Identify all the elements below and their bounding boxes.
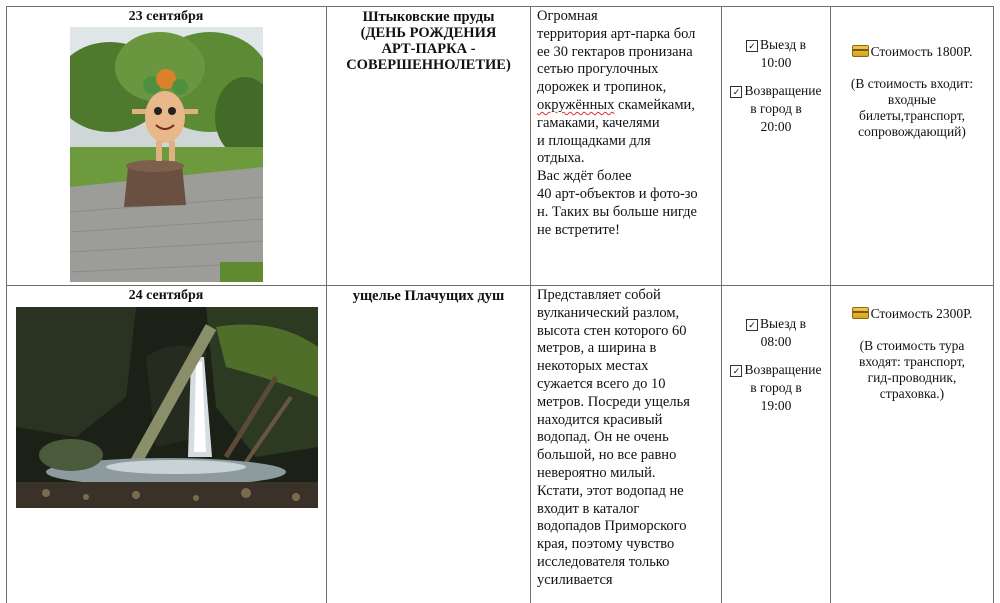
checkbox-checked-icon: ✓ <box>746 319 758 331</box>
art-park-mascot-photo <box>70 27 263 282</box>
column-divider <box>530 6 531 603</box>
column-divider <box>326 6 327 603</box>
checkbox-checked-icon: ✓ <box>730 365 742 377</box>
row-price: Стоимость 1800Р. (В стоимость входит: входные билеты,транспорт, сопровождающий) <box>850 44 974 139</box>
row-title: Штыковские пруды (ДЕНЬ РОЖДЕНИЯ АРТ-ПАРКА - СОВЕРШЕННОЛЕТИЕ) <box>346 9 511 73</box>
table-border-left <box>6 6 7 603</box>
wallet-icon <box>852 45 869 57</box>
wallet-icon <box>852 307 869 319</box>
row-divider <box>6 285 994 286</box>
row-description: Огромная территория арт-парка бол ее 30 гектаров пронизана сетью прогулочных дорожек и тропинок, окружённых скамейками, гамаками, качелями и площадками для отдыха. Вас ждёт более 40 арт-объектов и фото-зо н. Таких вы больше нигде не встретите! <box>537 8 719 239</box>
row-description: Представляет собой вулканический разлом, высота стен которого 60 метров, а ширина в некоторых местах сужается всего до 10 метров. Посреди ущелья находится красивый водопад. Он не очень большой, но все равно невероятно милый. Кстати, этот водопад не входит в каталог водопадов Приморского края, поэтому чувство исследователя только усиливается <box>537 287 690 588</box>
desc-line-spellcheck: окружённых скамейками, <box>537 96 695 113</box>
waterfall-canyon-photo <box>16 307 318 508</box>
row-date: 24 сентября <box>128 288 204 303</box>
row-schedule: ✓ Выезд в 08:00 ✓ Возвращение в город в 19:00 <box>722 315 830 415</box>
checkbox-checked-icon: ✓ <box>746 40 758 52</box>
row-date: 23 сентября <box>128 9 204 24</box>
table-border-top <box>6 6 994 7</box>
row-schedule: ✓ Выезд в 10:00 ✓ Возвращение в город в 20:00 <box>722 36 830 136</box>
checkbox-checked-icon: ✓ <box>730 86 742 98</box>
row-title: ущелье Плачущих душ <box>352 288 505 304</box>
table-border-right <box>993 6 994 603</box>
row-price: Стоимость 2300Р. (В стоимость тура входят: транспорт, гид-проводник, страховка.) <box>831 306 993 402</box>
excursion-table <box>6 6 994 603</box>
